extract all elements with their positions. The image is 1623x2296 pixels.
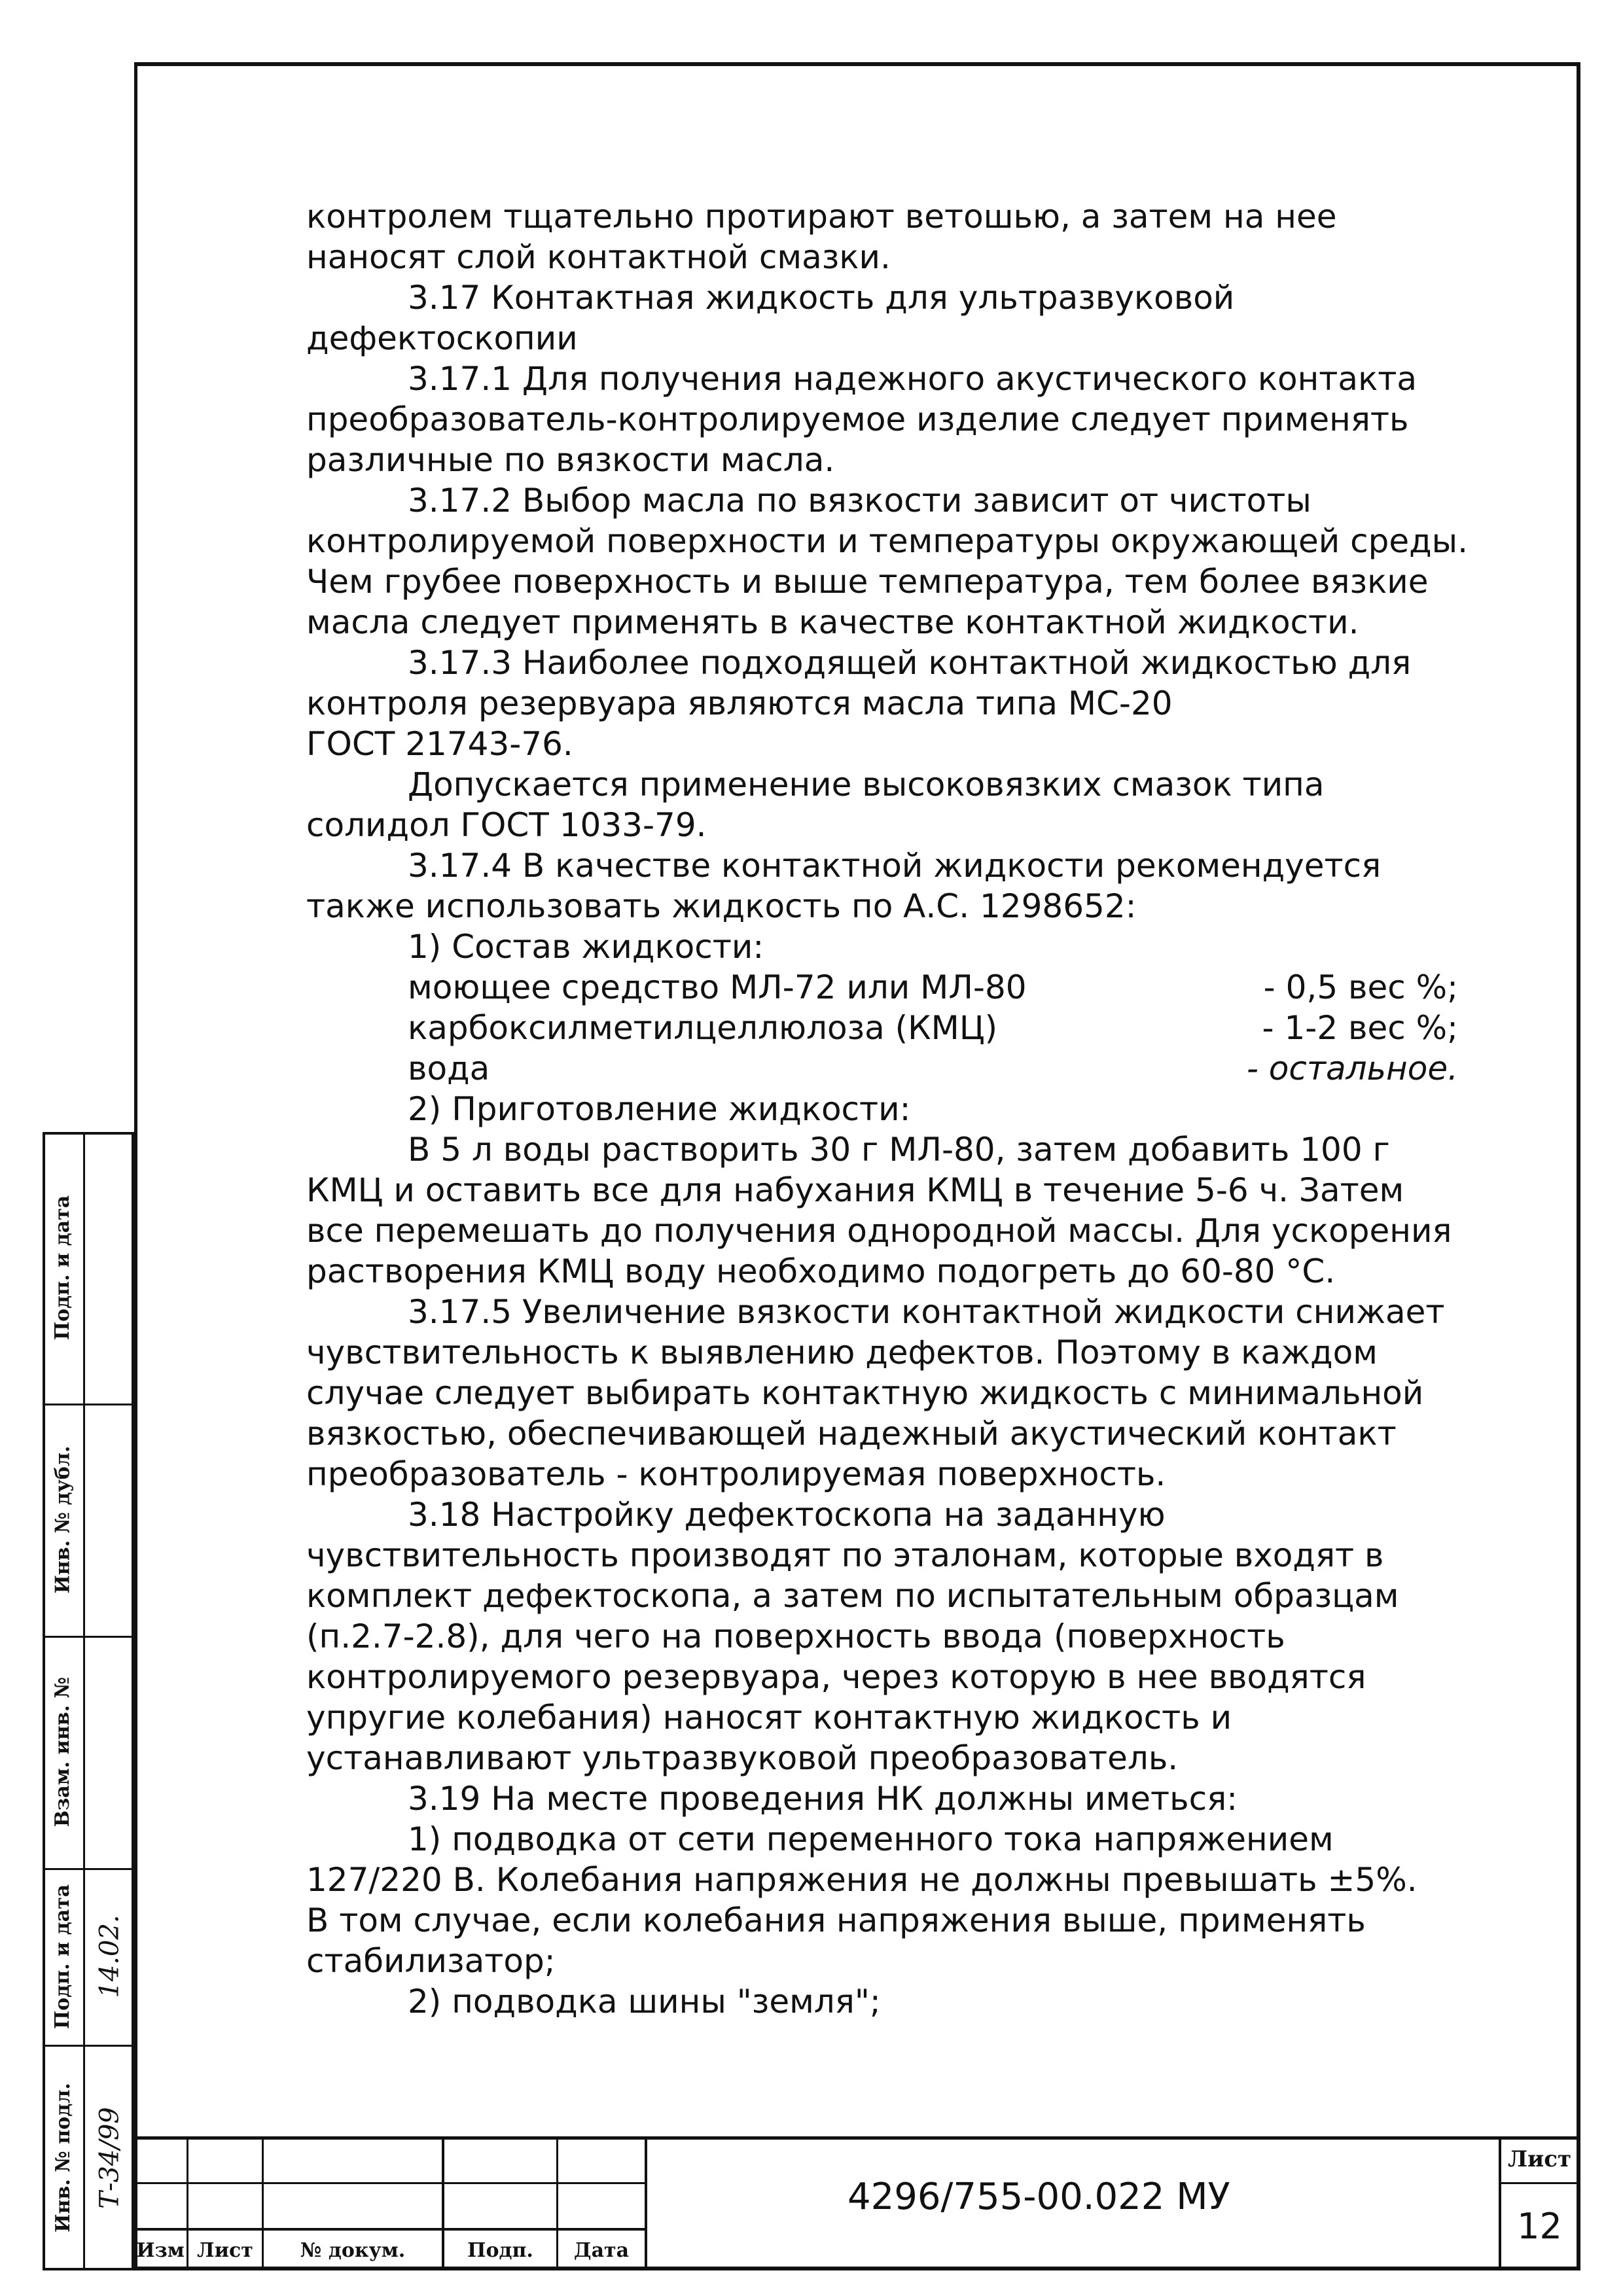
composition-amount: - 0,5 вес %;	[1263, 968, 1458, 1006]
text-line: 1) Состав жидкости:	[408, 928, 764, 966]
text-line: контролем тщательно протирают ветошью, а затем на нее	[306, 198, 1337, 236]
composition-amount: - 1-2 вес %;	[1262, 1009, 1458, 1047]
title-block	[134, 2136, 1580, 2270]
text-line: преобразователь-контролируемое изделие следует применять	[306, 400, 1409, 438]
text-line: (п.2.7-2.8), для чего на поверхность ввода (поверхность	[306, 1617, 1285, 1655]
col-izm-label: Изм	[136, 2239, 185, 2262]
col-list-label: Лист	[197, 2239, 253, 2262]
document-code: 4296/755-00.022 МУ	[847, 2176, 1230, 2218]
composition-row	[408, 1048, 1458, 1089]
text-line: 127/220 В. Колебания напряжения не должны превышать ±5%.	[306, 1861, 1418, 1899]
text-line: различные по вязкости масла.	[306, 441, 835, 479]
composition-name: вода	[408, 1050, 490, 1087]
sheet-number: 12	[1517, 2206, 1562, 2247]
side-stamp	[43, 1132, 134, 2270]
composition-table	[306, 967, 1458, 1089]
composition-row	[408, 1008, 1458, 1048]
text-line: 3.17.5 Увеличение вязкости контактной жидкости снижает	[408, 1293, 1445, 1331]
text-line: контролируемого резервуара, через которую в нее вводятся	[306, 1658, 1366, 1696]
text-line: дефектоскопии	[306, 319, 578, 357]
text-line: наносят слой контактной смазки.	[306, 238, 891, 276]
text-line: стабилизатор;	[306, 1942, 556, 1980]
text-line: чувствительность к выявлению дефектов. Поэтому в каждом	[306, 1333, 1378, 1371]
text-line: ГОСТ 21743-76.	[306, 725, 573, 763]
text-line: Чем грубее поверхность и выше температура, тем более вязкие	[306, 563, 1429, 601]
text-line: 2) подводка шины "земля";	[408, 1983, 881, 2021]
text-line: комплект дефектоскопа, а затем по испытательным образцам	[306, 1577, 1399, 1615]
text-line: 1) подводка от сети переменного тока напряжением	[408, 1820, 1334, 1858]
composition-row	[408, 967, 1458, 1008]
text-line: вязкостью, обеспечивающей надежный акустический контакт	[306, 1415, 1397, 1453]
text-line: все перемешать до получения однородной массы. Для ускорения	[306, 1212, 1452, 1250]
text-line: чувствительность производят по эталонам, которые входят в	[306, 1536, 1384, 1574]
text-line: также использовать жидкость по А.С. 1298652:	[306, 887, 1137, 925]
text-line: растворения КМЦ воду необходимо подогреть до 60-80 °С.	[306, 1252, 1336, 1290]
text-line: контроля резервуара являются масла типа МС-20	[306, 684, 1173, 722]
side-podp-data-top-label: Подп. и дата	[51, 1195, 75, 1341]
side-vzam-inv-label: Взам. инв. №	[51, 1676, 75, 1828]
text-line: Допускается применение высоковязких смазок типа	[408, 766, 1325, 804]
text-line: КМЦ и оставить все для набухания КМЦ в течение 5-6 ч. Затем	[306, 1171, 1404, 1209]
text-line: устанавливают ультразвуковой преобразователь.	[306, 1739, 1179, 1777]
sheet-label: Лист	[1507, 2146, 1572, 2172]
text-line: контролируемой поверхности и температуры окружающей среды.	[306, 522, 1469, 560]
text-line: 3.17.3 Наиболее подходящей контактной жидкостью для	[408, 644, 1412, 682]
text-line: 3.17.4 В качестве контактной жидкости рекомендуется	[408, 847, 1382, 885]
text-line: 2) Приготовление жидкости:	[408, 1090, 911, 1128]
col-podp-label: Подп.	[467, 2239, 533, 2262]
side-inv-dubl-label: Инв. № дубл.	[51, 1445, 75, 1594]
text-line: 3.18 Настройку дефектоскопа на заданную	[408, 1496, 1166, 1534]
text-line: преобразователь - контролируемая поверхность.	[306, 1455, 1166, 1493]
side-hand-inv: Т-34/99	[94, 2106, 125, 2209]
text-line: масла следует применять в качестве контактной жидкости.	[306, 603, 1359, 641]
text-line: В том случае, если колебания напряжения выше, применять	[306, 1901, 1366, 1939]
document-body	[306, 196, 1469, 2022]
col-dokum-label: № докум.	[300, 2239, 406, 2262]
composition-name: моющее средство МЛ-72 или МЛ-80	[408, 968, 1027, 1006]
text-line: 3.17.2 Выбор масла по вязкости зависит от чистоты	[408, 482, 1311, 520]
text-line: 3.17 Контактная жидкость для ультразвуковой	[408, 279, 1235, 317]
text-line: В 5 л воды растворить 30 г МЛ-80, затем добавить 100 г	[408, 1131, 1390, 1169]
text-block-2	[306, 1089, 1458, 2022]
text-line: случае следует выбирать контактную жидкость с минимальной	[306, 1374, 1424, 1412]
text-line: 3.17.1 Для получения надежного акустического контакта	[408, 360, 1418, 398]
text-block-1	[306, 196, 1469, 967]
side-hand-date: 14.02.	[94, 1915, 125, 1998]
side-inv-podl-label: Инв. № подл.	[51, 2083, 75, 2233]
side-podp-data-label: Подп. и дата	[51, 1884, 75, 2029]
text-line: солидол ГОСТ 1033-79.	[306, 806, 707, 844]
col-data-label: Дата	[573, 2239, 630, 2262]
text-line: упругие колебания) наносят контактную жидкость и	[306, 1699, 1232, 1737]
composition-amount: - остальное.	[1246, 1050, 1458, 1087]
composition-name: карбоксилметилцеллюлоза (КМЦ)	[408, 1009, 998, 1047]
text-line: 3.19 На месте проведения НК должны иметься:	[408, 1780, 1238, 1818]
